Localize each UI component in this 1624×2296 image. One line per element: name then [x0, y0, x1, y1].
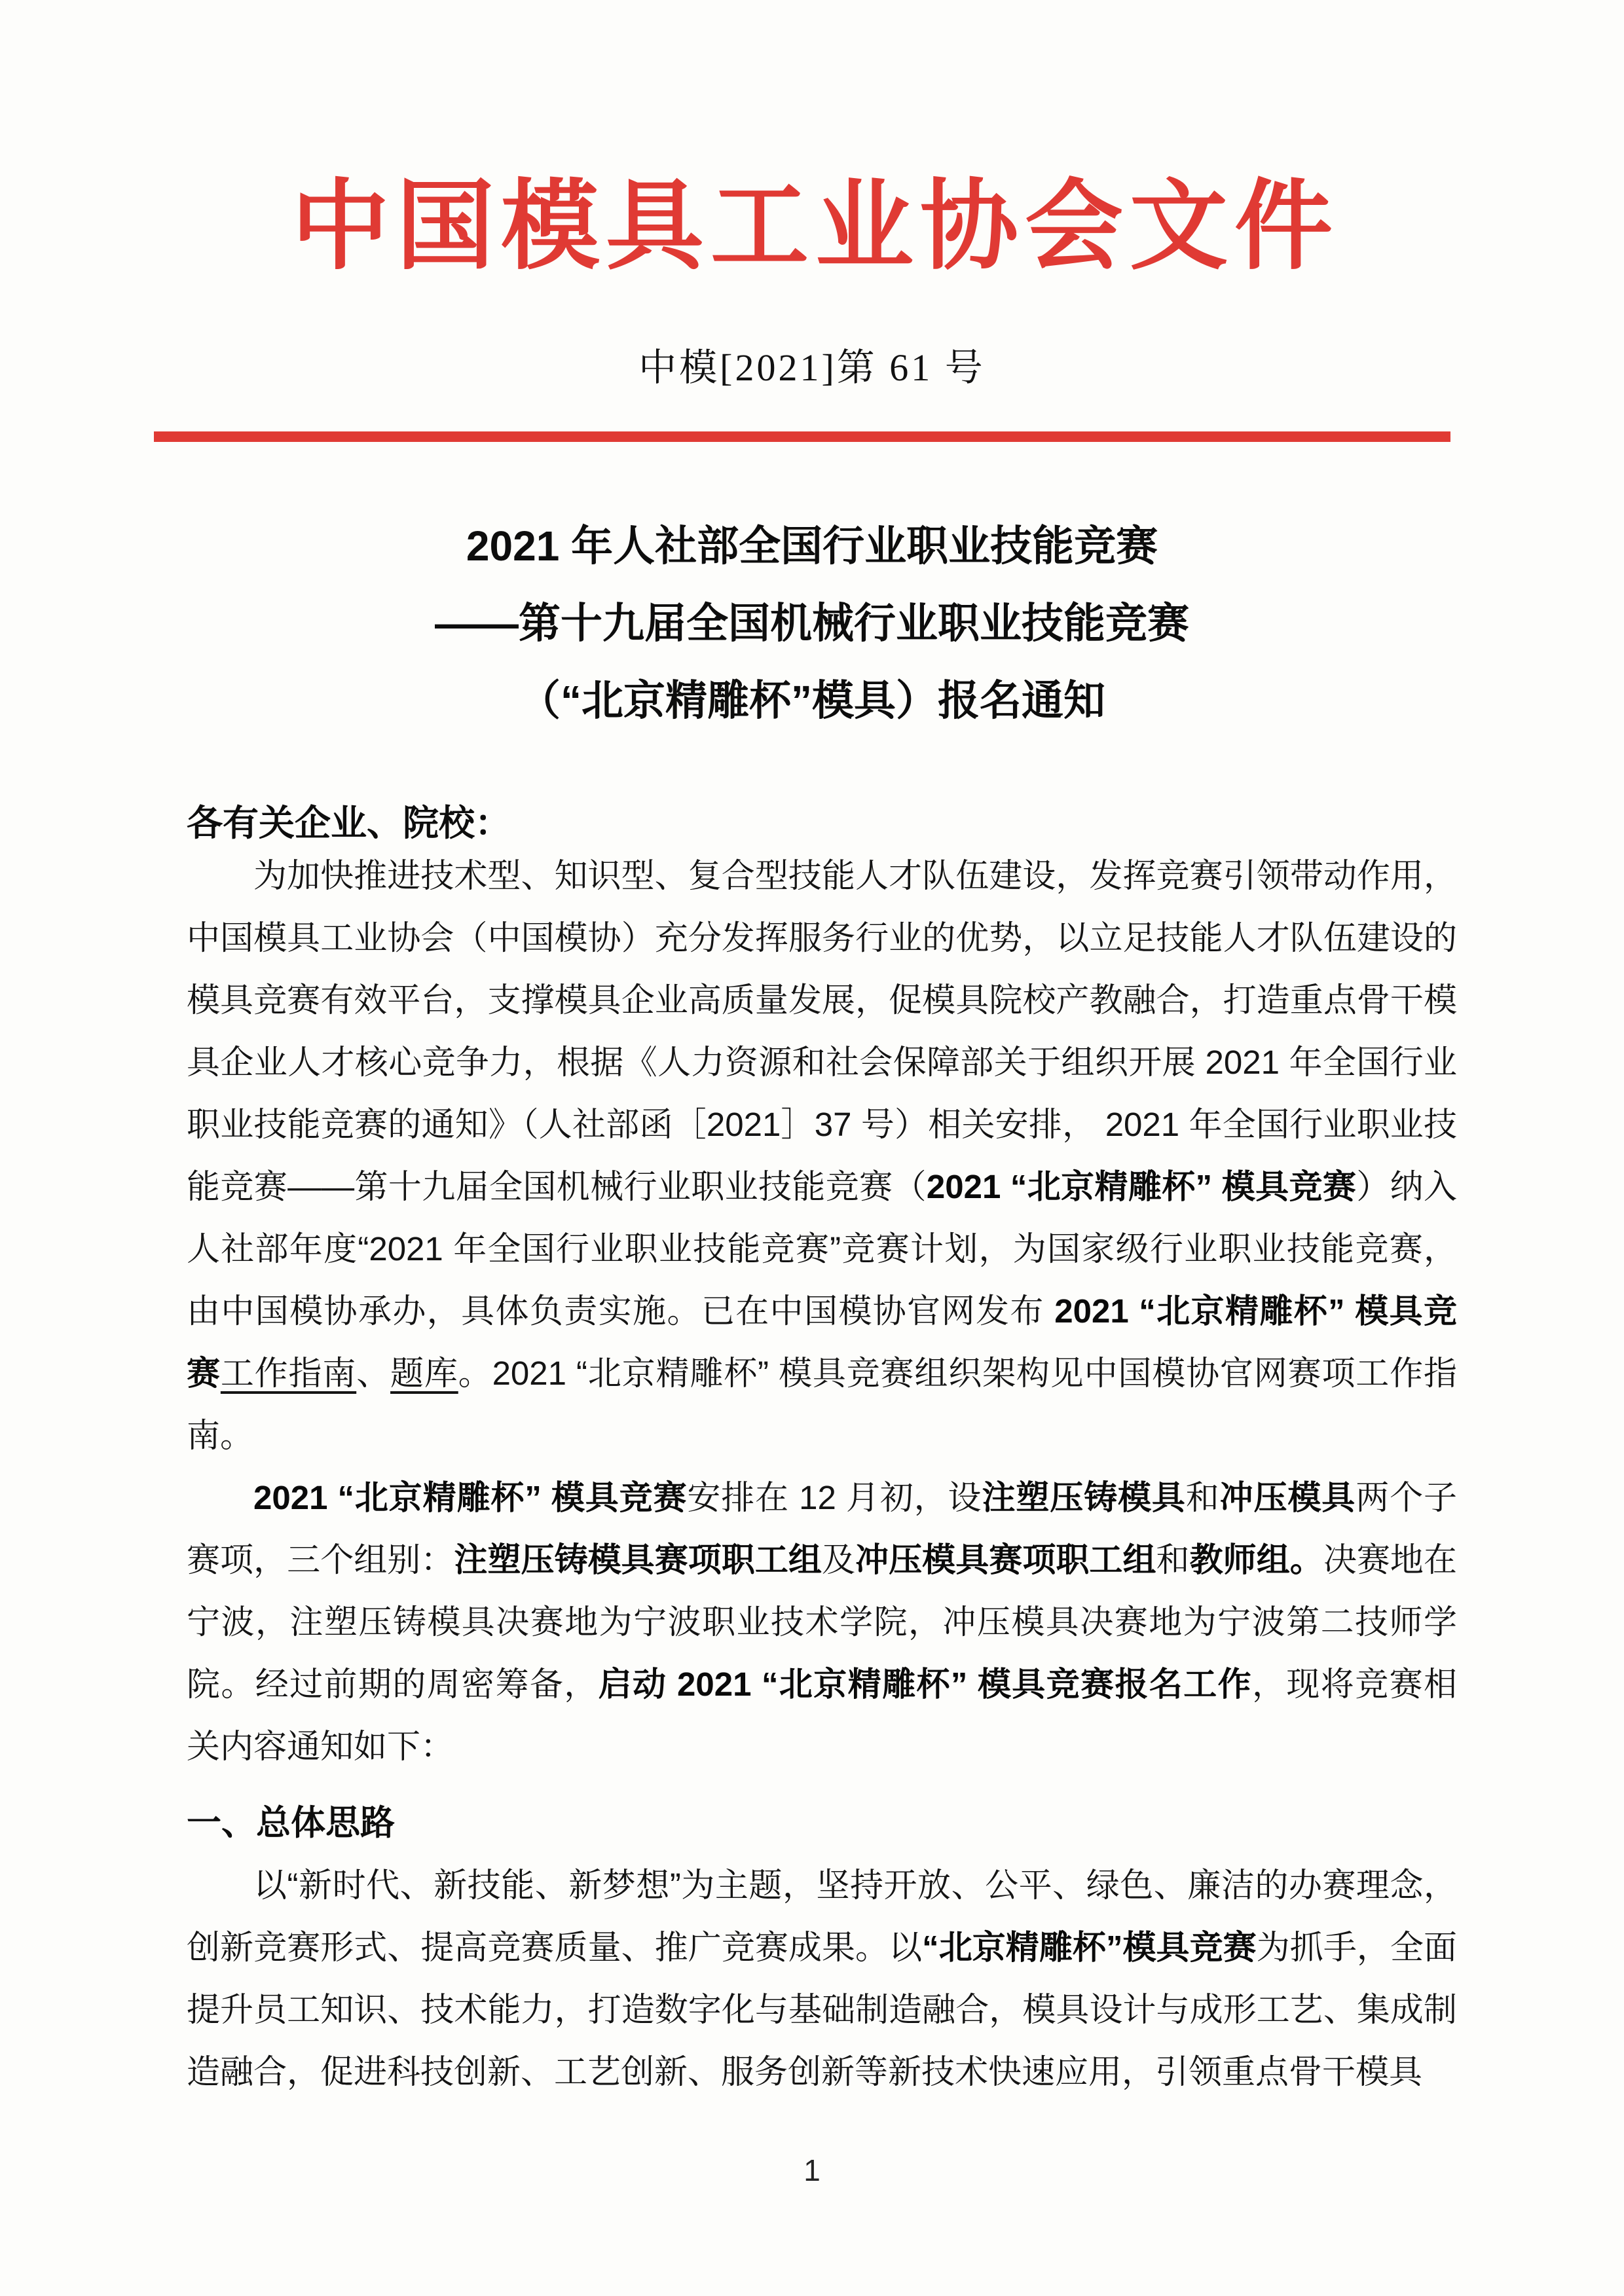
text-run: 、	[356, 1354, 391, 1392]
text-run: 。2021 “北京精雕杯” 模具竞赛组织架构见中国模协官网赛项工作指南。	[187, 1354, 1457, 1454]
text-run: 注塑压铸模具	[982, 1478, 1186, 1516]
text-run: 和	[1156, 1540, 1190, 1578]
text-run: 安排在 12 月初，设	[687, 1478, 982, 1516]
text-run: 两个子赛项，三个组别：	[187, 1478, 1457, 1578]
text-run: “北京精雕杯”模具竞赛	[922, 1928, 1257, 1966]
section-heading-overall-approach: 一、总体思路	[187, 1803, 395, 1842]
text-run: 冲压模具赛项职工组	[855, 1540, 1156, 1578]
document-body	[187, 801, 1457, 2103]
text-run: 及	[822, 1540, 856, 1578]
paragraph-1	[187, 845, 1457, 1467]
notice-title-line-2: ——第十九届全国机械行业职业技能竞赛	[435, 599, 1189, 647]
text-run: 冲压模具	[1219, 1478, 1356, 1516]
text-run: 2021 “北京精雕杯” 模具竞赛	[253, 1478, 688, 1516]
notice-title-line-3: （“北京精雕杯”模具）报名通知	[519, 676, 1105, 724]
red-divider-line	[154, 431, 1450, 442]
text-run: 工作指南	[220, 1354, 357, 1392]
salutation: 各有关企业、院校：	[187, 802, 511, 843]
paragraph-2	[187, 1467, 1457, 1777]
text-run: ）纳入人社部年度“2021 年全国行业职业技能竞赛”竞赛计划，为国家级行业职业技能竞赛，由中国模协承办，具体负责实施。已在中国模协官网发布	[187, 1167, 1457, 1330]
page-number: 1	[803, 2153, 821, 2187]
notice-title	[0, 507, 1624, 739]
text-run: 为抓手，全面提升员工知识、技术能力，打造数字化与基础制造融合，模具设计与成形工艺、集成制造融合，促进科技创新、工艺创新、服务创新等新技术快速应用，引领重点骨干模具	[187, 1928, 1457, 2090]
text-run: 启动 2021 “北京精雕杯” 模具竞赛报名工作	[598, 1665, 1253, 1703]
text-run: 为加快推进技术型、知识型、复合型技能人才队伍建设，发挥竞赛引领带动作用，中国模具工业协会（中国模协）充分发挥服务行业的优势，以立足技能人才队伍建设的模具竞赛有效平台，支撑模具企业高质量发展，促模具院校产教融合，打造重点骨干模具企业人才核心竞争力，根据《人力资源和社会保障部关于组织开展 2021 年全国行业职业技能竞赛的通知》（人社部函［2021］37 号）相关安排， 2021 年全国行业职业技能竞赛——第十九届全国机械行业职业技能竞赛（	[187, 856, 1457, 1205]
document-number: 中模[2021]第 61 号	[638, 346, 986, 389]
text-run: 教师组。	[1189, 1540, 1323, 1578]
notice-title-line-1: 2021 年人社部全国行业职业技能竞赛	[466, 522, 1158, 570]
text-run: 决赛地在宁波，注塑压铸模具决赛地为宁波职业技术学院，冲压模具决赛地为宁波第二技师学院。经过前期的周密筹备，	[187, 1540, 1457, 1703]
text-run: 注塑压铸模具赛项职工组	[454, 1540, 822, 1578]
text-run: 题库	[390, 1354, 458, 1392]
text-run: 2021 “北京精雕杯” 模具竞赛	[187, 1292, 1457, 1392]
text-run: ，现将竞赛相关内容通知如下：	[187, 1665, 1457, 1765]
text-run: 2021 “北京精雕杯” 模具竞赛	[926, 1167, 1357, 1205]
paragraph-3	[187, 1854, 1457, 2103]
letterhead-org-title: 中国模具工业协会文件	[291, 173, 1339, 282]
text-run: 以“新时代、新技能、新梦想”为主题，坚持开放、公平、绿色、廉洁的办赛理念，创新竞赛形式、提高竞赛质量、推广竞赛成果。以	[187, 1866, 1457, 1966]
text-run: 和	[1185, 1478, 1220, 1516]
